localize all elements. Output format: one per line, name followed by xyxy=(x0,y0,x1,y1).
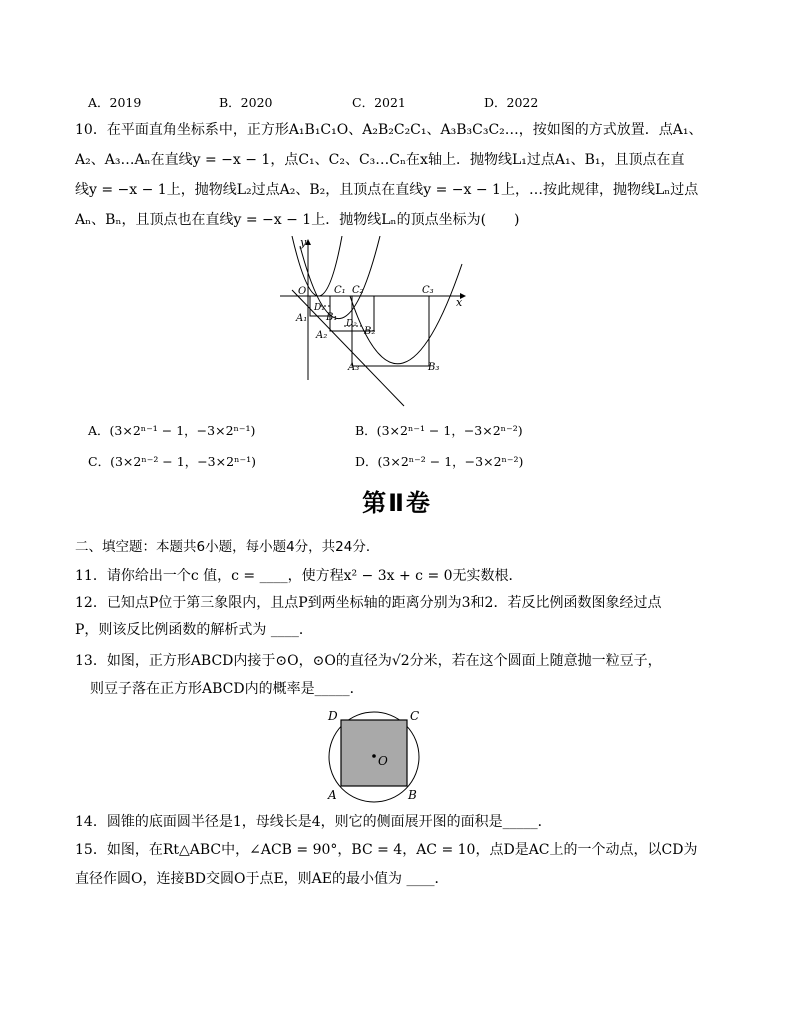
label-b3: B₃ xyxy=(428,362,440,373)
q13-text-line2: 则豆子落在正方形ABCD内的概率是_____． xyxy=(90,681,364,697)
q12-text-line2: P，则该反比例函数的解析式为 ____． xyxy=(75,622,313,638)
part2-title: 第Ⅱ卷 xyxy=(362,489,432,517)
label-x: x xyxy=(456,296,463,309)
label-c: C xyxy=(410,709,420,723)
label-d1: D₁ xyxy=(314,303,325,313)
label-b1: B₁ xyxy=(326,312,338,323)
line-y-neg-x-minus-1 xyxy=(292,290,404,406)
q10-option-b: B．(3×2ⁿ⁻¹ − 1，−3×2ⁿ⁻²) xyxy=(355,423,523,438)
q10-option-d: D．(3×2ⁿ⁻² − 1，−3×2ⁿ⁻²) xyxy=(355,454,524,469)
label-c3: C₃ xyxy=(422,285,434,296)
q10-text-line2: A₂、A₃…Aₙ在直线y = −x − 1，点C₁、C₂、C₃…Cₙ在x轴上．抛物线L₁过点A₁、B₁，且顶点在直 xyxy=(75,152,685,168)
label-y: y xyxy=(300,236,307,249)
q9-option-d: D．2022 xyxy=(484,95,539,110)
label-a: A xyxy=(328,788,337,802)
label-a2: A₂ xyxy=(316,330,328,341)
q13-text-line1: 13．如图，正方形ABCD内接于⊙O，⊙O的直径为√2分米，若在这个圆面上随意抛一粒豆子， xyxy=(75,653,662,669)
q10-text-line1: 10．在平面直角坐标系中，正方形A₁B₁C₁O、A₂B₂C₂C₁、A₃B₃C₃C₂…，按如图的方式放置．点A₁、 xyxy=(75,122,703,138)
q9-option-c: C．2021 xyxy=(352,95,406,110)
center-dot xyxy=(372,754,376,758)
q12-text-line1: 12．已知点P位于第三象限内，且点P到两坐标轴的距离分别为3和2．若反比例函数图象经过点 xyxy=(75,595,662,611)
q10-option-a: A．(3×2ⁿ⁻¹ − 1，−3×2ⁿ⁻¹) xyxy=(88,423,256,438)
q14-text: 14．圆锥的底面圆半径是1，母线长是4，则它的侧面展开图的面积是_____． xyxy=(75,814,552,830)
label-c1: C₁ xyxy=(334,285,346,296)
q9-option-a: A．2019 xyxy=(88,95,142,110)
square-abcd xyxy=(341,720,407,786)
section2-heading: 二、填空题：本题共6小题，每小题4分，共24分． xyxy=(75,539,380,555)
q10-text-line4: Aₙ、Bₙ，且顶点也在直线y = −x − 1上．抛物线Lₙ的顶点坐标为( ) xyxy=(75,212,520,228)
q15-text-line1: 15．如图，在Rt△ABC中，∠ACB = 90°，BC = 4，AC = 10，点D是AC上的一个动点，以CD为 xyxy=(75,842,698,858)
q15-text-line2: 直径作圆O，连接BD交圆O于点E，则AE的最小值为 ____． xyxy=(75,871,449,887)
label-b: B xyxy=(408,788,417,802)
q10-option-c: C．(3×2ⁿ⁻² − 1，−3×2ⁿ⁻¹) xyxy=(88,454,256,469)
label-a1: A₁ xyxy=(296,313,308,324)
label-d: D xyxy=(328,709,338,723)
label-o: O xyxy=(298,286,307,297)
label-a3: A₃ xyxy=(348,362,360,373)
q13-figure xyxy=(320,708,432,804)
label-d2: D₂ xyxy=(346,319,357,329)
label-c2: C₂ xyxy=(352,285,364,296)
q10-figure xyxy=(280,236,480,412)
label-b2: B₂ xyxy=(364,326,376,337)
q11-text: 11．请你给出一个c 值，c = ____，使方程x² − 3x + c = 0无实数根． xyxy=(75,568,523,584)
q9-option-b: B．2020 xyxy=(219,95,273,110)
q10-text-line3: 线y = −x − 1上，抛物线L₂过点A₂、B₂，且顶点在直线y = −x − 1上，…按此规律，抛物线Lₙ过点 xyxy=(75,182,699,198)
label-o: O xyxy=(378,754,388,768)
